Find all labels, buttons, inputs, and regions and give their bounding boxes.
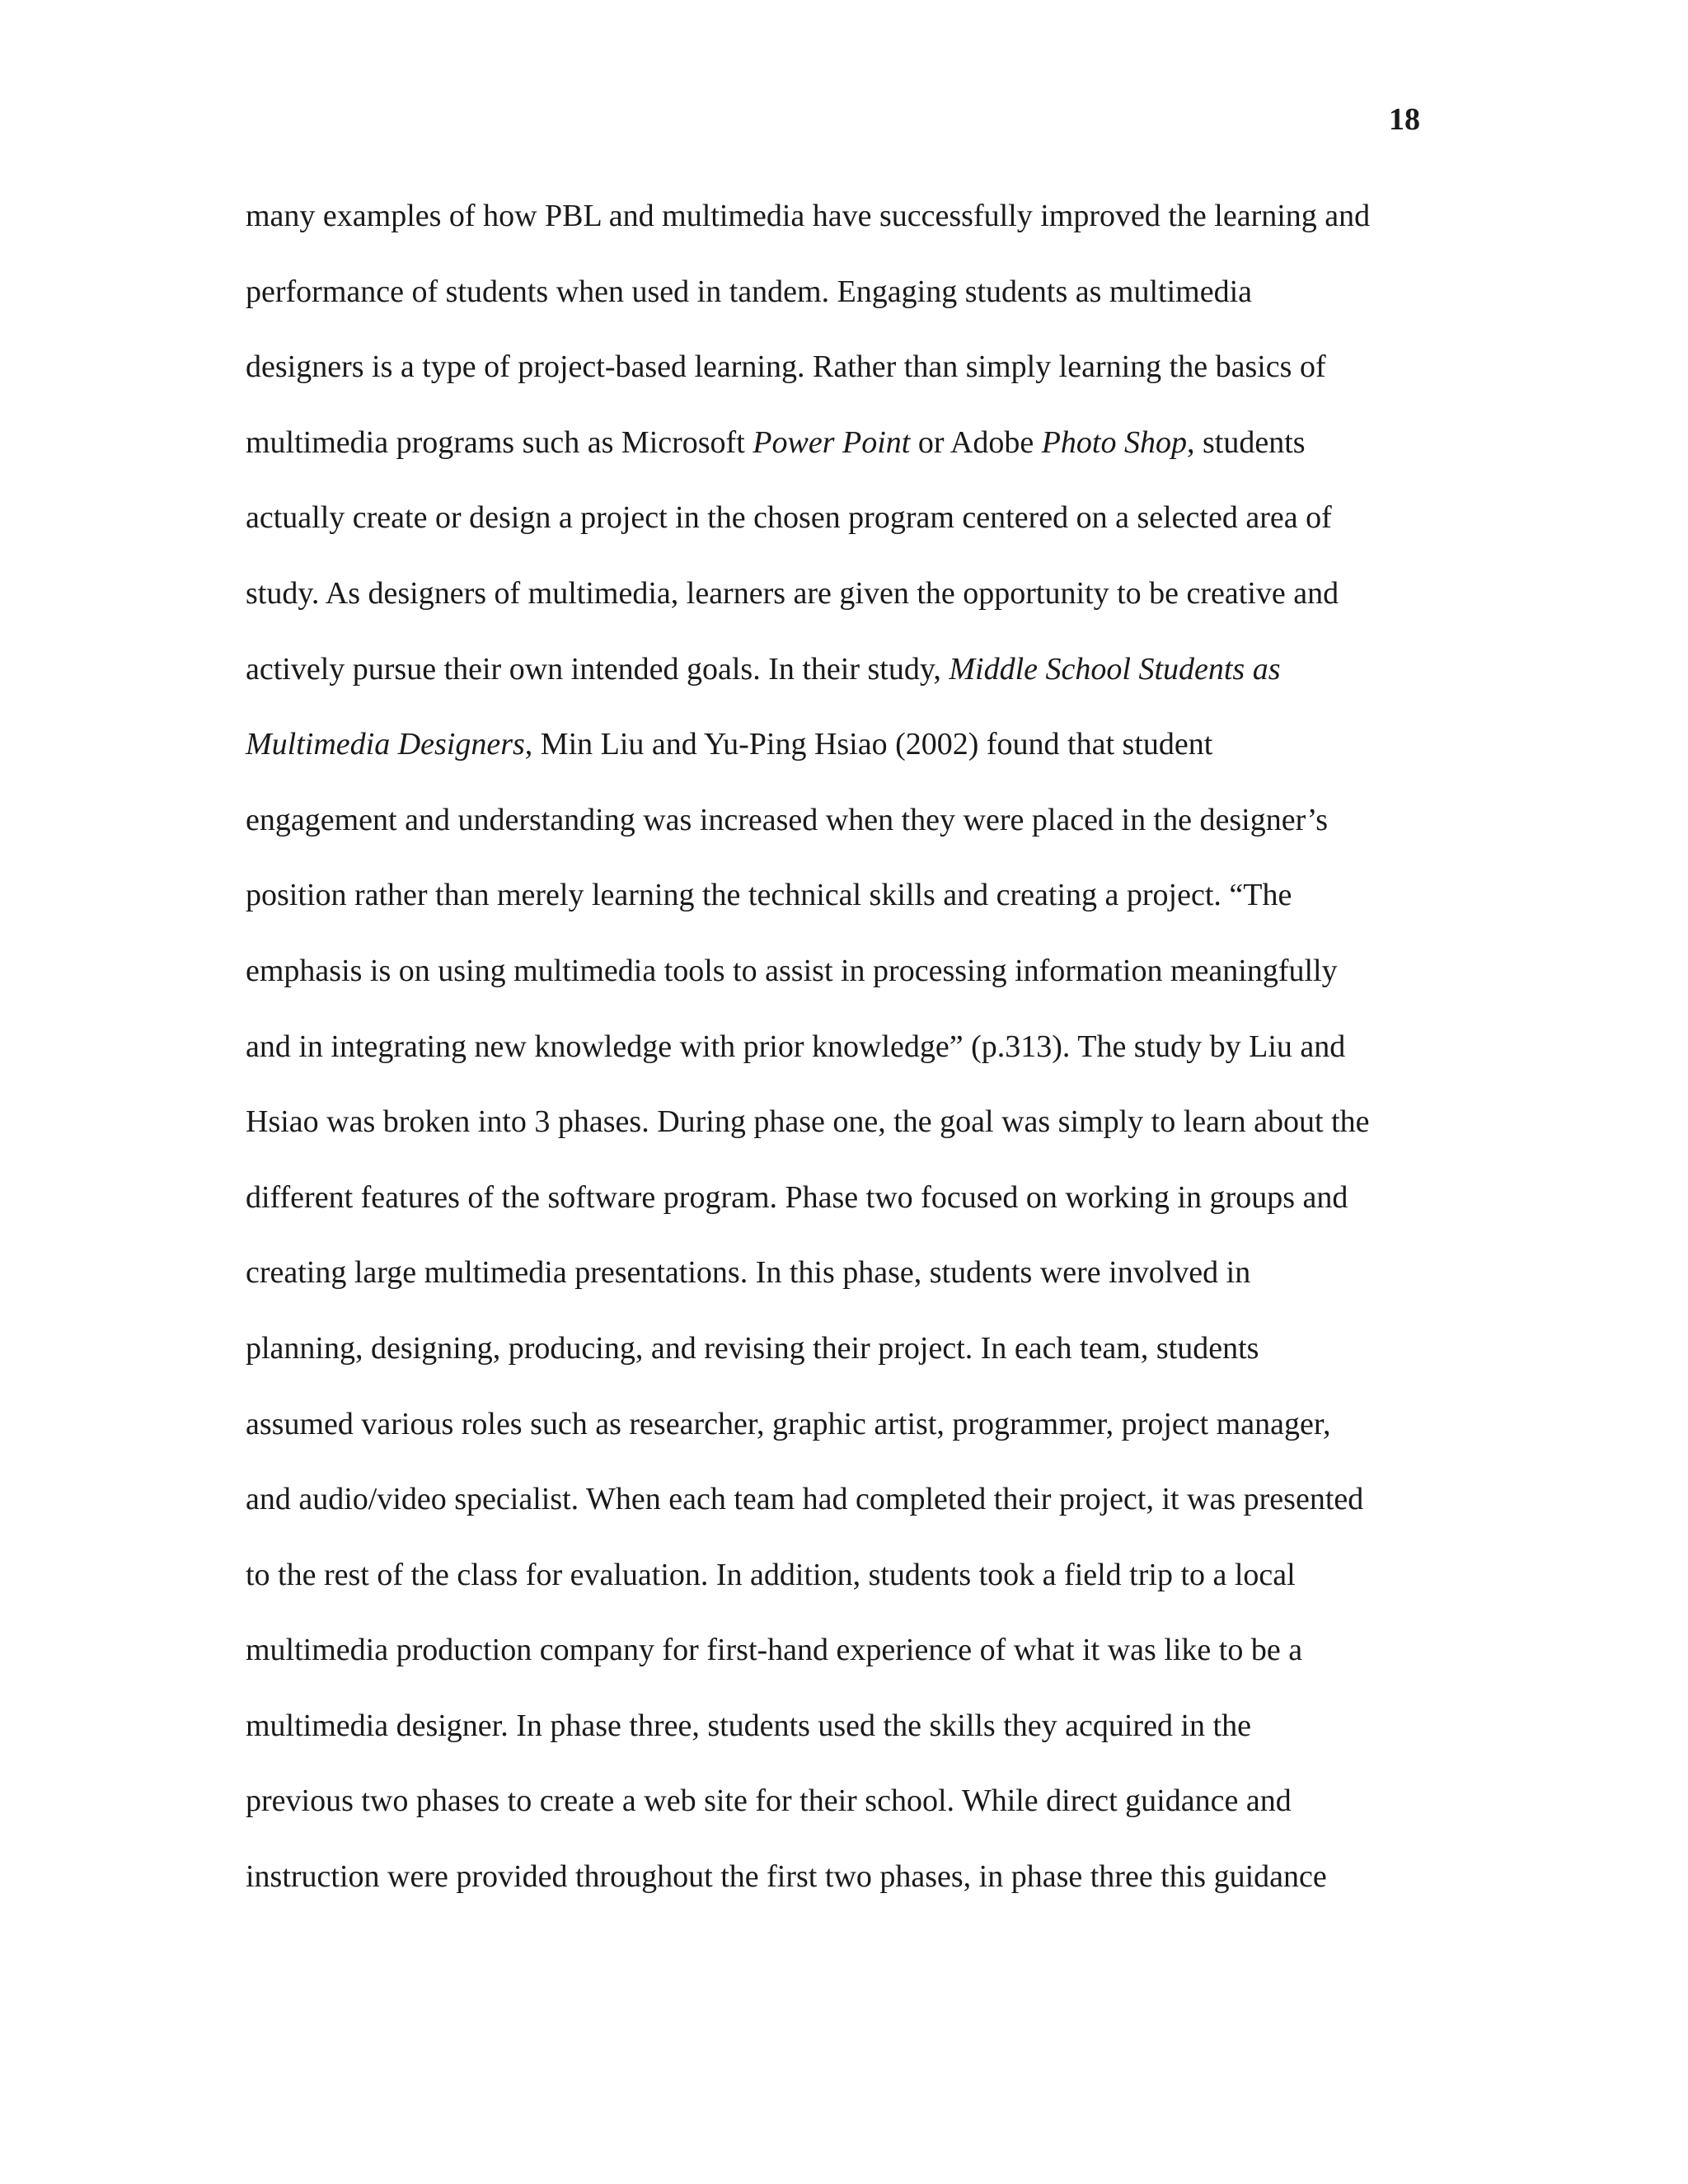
line-text: instruction were provided throughout the first two phases, in phase three this guidance — [246, 1859, 1327, 1895]
line-text: performance of students when used in tandem. Engaging students as multimedia — [246, 274, 1252, 309]
italic-title-text: Multimedia Designers — [246, 727, 525, 762]
line-text: study. As designers of multimedia, learners are given the opportunity to be creative and — [246, 575, 1339, 611]
text-line — [246, 346, 1441, 422]
line-text: actually create or design a project in the chosen program centered on a selected area of — [246, 500, 1332, 536]
italic-title-text: Power Point — [753, 424, 911, 460]
text-line — [246, 1479, 1441, 1554]
text-line — [246, 724, 1441, 799]
page-number: 18 — [1389, 102, 1420, 137]
line-text: multimedia designer. In phase three, students used the skills they acquired in the — [246, 1708, 1251, 1743]
text-line — [246, 573, 1441, 649]
text-line — [246, 1252, 1441, 1328]
text-line — [246, 497, 1441, 573]
text-line — [246, 1629, 1441, 1705]
italic-title-text: Middle School Students as — [949, 651, 1281, 687]
line-text: and audio/video specialist. When each team had completed their project, it was presented — [246, 1482, 1364, 1517]
text-line — [246, 950, 1441, 1026]
line-text: and in integrating new knowledge with prior knowledge” (p.313). The study by Liu and — [246, 1029, 1346, 1064]
text-line — [246, 1177, 1441, 1253]
text-line — [246, 1856, 1441, 1932]
text-line — [246, 1554, 1441, 1630]
line-text: actively pursue their own intended goals. In their study, — [246, 651, 950, 687]
text-line — [246, 649, 1441, 724]
line-text: designers is a type of project-based learning. Rather than simply learning the basics of — [246, 349, 1326, 385]
body-text — [246, 195, 1441, 1932]
line-text: or Adobe — [910, 424, 1042, 460]
line-text: position rather than merely learning the technical skills and creating a project. “The — [246, 878, 1292, 913]
text-line — [246, 195, 1441, 271]
text-line — [246, 422, 1441, 498]
line-text: to the rest of the class for evaluation. In addition, students took a field trip to a local — [246, 1557, 1296, 1592]
line-text: , Min Liu and Yu-Ping Hsiao (2002) found that student — [524, 727, 1213, 762]
text-line — [246, 1404, 1441, 1479]
line-text: emphasis is on using multimedia tools to assist in processing information meaningfully — [246, 953, 1338, 988]
italic-title-text: Photo Shop — [1041, 424, 1187, 460]
line-text: multimedia programs such as Microsoft — [246, 424, 753, 460]
text-line — [246, 1328, 1441, 1404]
line-text: planning, designing, producing, and revising their project. In each team, students — [246, 1330, 1259, 1366]
line-text: , students — [1186, 424, 1306, 460]
text-line — [246, 874, 1441, 950]
line-text: previous two phases to create a web site for their school. While direct guidance and — [246, 1783, 1292, 1819]
line-text: multimedia production company for first-hand experience of what it was like to be a — [246, 1633, 1303, 1668]
line-text: different features of the software program. Phase two focused on working in groups and — [246, 1179, 1348, 1215]
text-line — [246, 1780, 1441, 1856]
text-line — [246, 1026, 1441, 1102]
text-line — [246, 271, 1441, 347]
line-text: assumed various roles such as researcher, graphic artist, programmer, project manager, — [246, 1406, 1331, 1441]
line-text: many examples of how PBL and multimedia have successfully improved the learning and — [246, 199, 1371, 233]
line-text: creating large multimedia presentations. In this phase, students were involved in — [246, 1255, 1251, 1291]
text-line — [246, 1705, 1441, 1781]
line-text: Hsiao was broken into 3 phases. During phase one, the goal was simply to learn about the — [246, 1104, 1370, 1140]
text-line — [246, 1101, 1441, 1177]
line-text: engagement and understanding was increased when they were placed in the designer’s — [246, 802, 1328, 837]
text-line — [246, 799, 1441, 875]
